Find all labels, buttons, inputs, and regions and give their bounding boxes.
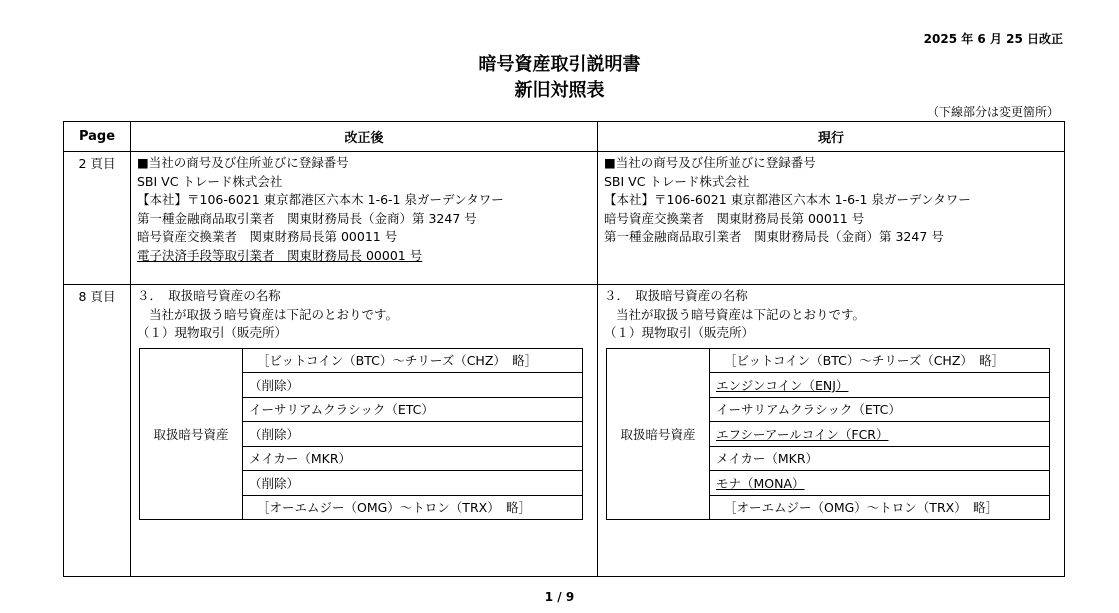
- document-title: 暗号資産取引説明書: [478, 54, 641, 75]
- asset-item: ［ビットコイン（BTC）～チリーズ（CHZ） 略］: [243, 348, 583, 373]
- text-line: 第一種金融商品取引業者 関東財務局長（金商）第 3247 号: [604, 229, 944, 244]
- asset-item: （削除）: [243, 373, 583, 398]
- text-line: 【本社】〒106-6021 東京都港区六本木 1-6-1 泉ガーデンタワー: [604, 192, 971, 207]
- asset-item: ［オーエムジー（OMG）～トロン（TRX） 略］: [243, 495, 583, 520]
- asset-table-current: [606, 348, 1050, 521]
- page-ref: 2 頁目: [64, 152, 131, 285]
- table-row: [64, 152, 1065, 285]
- asset-item: メイカー（MKR）: [243, 446, 583, 471]
- column-header-current: 現行: [598, 122, 1065, 152]
- current-text-cell: [598, 152, 1065, 285]
- document-subtitle: 新旧対照表: [514, 80, 605, 101]
- table-row: [64, 285, 1065, 577]
- changed-asset-item: エンジンコイン（ENJ）: [716, 377, 849, 393]
- text-line: ■当社の商号及び住所並びに登録番号: [137, 155, 349, 170]
- underline-note: （下線部分は変更箇所）: [926, 105, 1059, 119]
- current-text-cell: [598, 285, 1065, 577]
- asset-item: メイカー（MKR）: [710, 446, 1050, 471]
- changed-asset-item: モナ（MONA）: [716, 475, 805, 491]
- asset-item: ［オーエムジー（OMG）～トロン（TRX） 略］: [710, 495, 1050, 520]
- new-text-cell: [131, 152, 598, 285]
- asset-item: （削除）: [243, 422, 583, 447]
- table-header-row: [64, 122, 1065, 152]
- section-heading: ３． 取扱暗号資産の名称: [604, 288, 748, 303]
- text-line: 暗号資産交換業者 関東財務局長第 00011 号: [604, 210, 865, 226]
- column-header-new: 改正後: [131, 122, 598, 152]
- column-header-page: Page: [64, 122, 131, 152]
- asset-label: 取扱暗号資産: [607, 348, 710, 520]
- asset-label: 取扱暗号資産: [140, 348, 243, 520]
- revision-date: 2025 年 6 月 25 日改正: [923, 32, 1063, 46]
- text-line: ■当社の商号及び住所並びに登録番号: [604, 155, 816, 170]
- asset-item: ［ビットコイン（BTC）～チリーズ（CHZ） 略］: [710, 348, 1050, 373]
- asset-table-new: [139, 348, 583, 521]
- text-line: SBI VC トレード株式会社: [604, 173, 750, 189]
- text-line: 暗号資産交換業者 関東財務局長第 00011 号: [137, 229, 398, 244]
- intro-text: 当社が取扱う暗号資産は下記のとおりです。: [149, 306, 399, 322]
- changed-text-line: 電子決済手段等取引業者 関東財務局長 00001 号: [137, 247, 423, 263]
- asset-item: （削除）: [243, 471, 583, 496]
- asset-item: イーサリアムクラシック（ETC）: [243, 397, 583, 422]
- asset-item: イーサリアムクラシック（ETC）: [710, 397, 1050, 422]
- subsection-heading: （１）現物取引（販売所）: [604, 325, 755, 340]
- section-heading: ３． 取扱暗号資産の名称: [137, 288, 281, 303]
- text-line: SBI VC トレード株式会社: [137, 173, 283, 189]
- intro-text: 当社が取扱う暗号資産は下記のとおりです。: [616, 306, 866, 322]
- text-line: 第一種金融商品取引業者 関東財務局長（金商）第 3247 号: [137, 210, 477, 226]
- page-ref: 8 頁目: [64, 285, 131, 577]
- new-text-cell: [131, 285, 598, 577]
- text-line: 【本社】〒106-6021 東京都港区六本木 1-6-1 泉ガーデンタワー: [137, 192, 504, 207]
- page-number: 1 / 9: [544, 590, 575, 604]
- changed-asset-item: エフシーアールコイン（FCR）: [716, 426, 889, 442]
- comparison-table: [63, 121, 1065, 577]
- subsection-heading: （１）現物取引（販売所）: [137, 325, 288, 340]
